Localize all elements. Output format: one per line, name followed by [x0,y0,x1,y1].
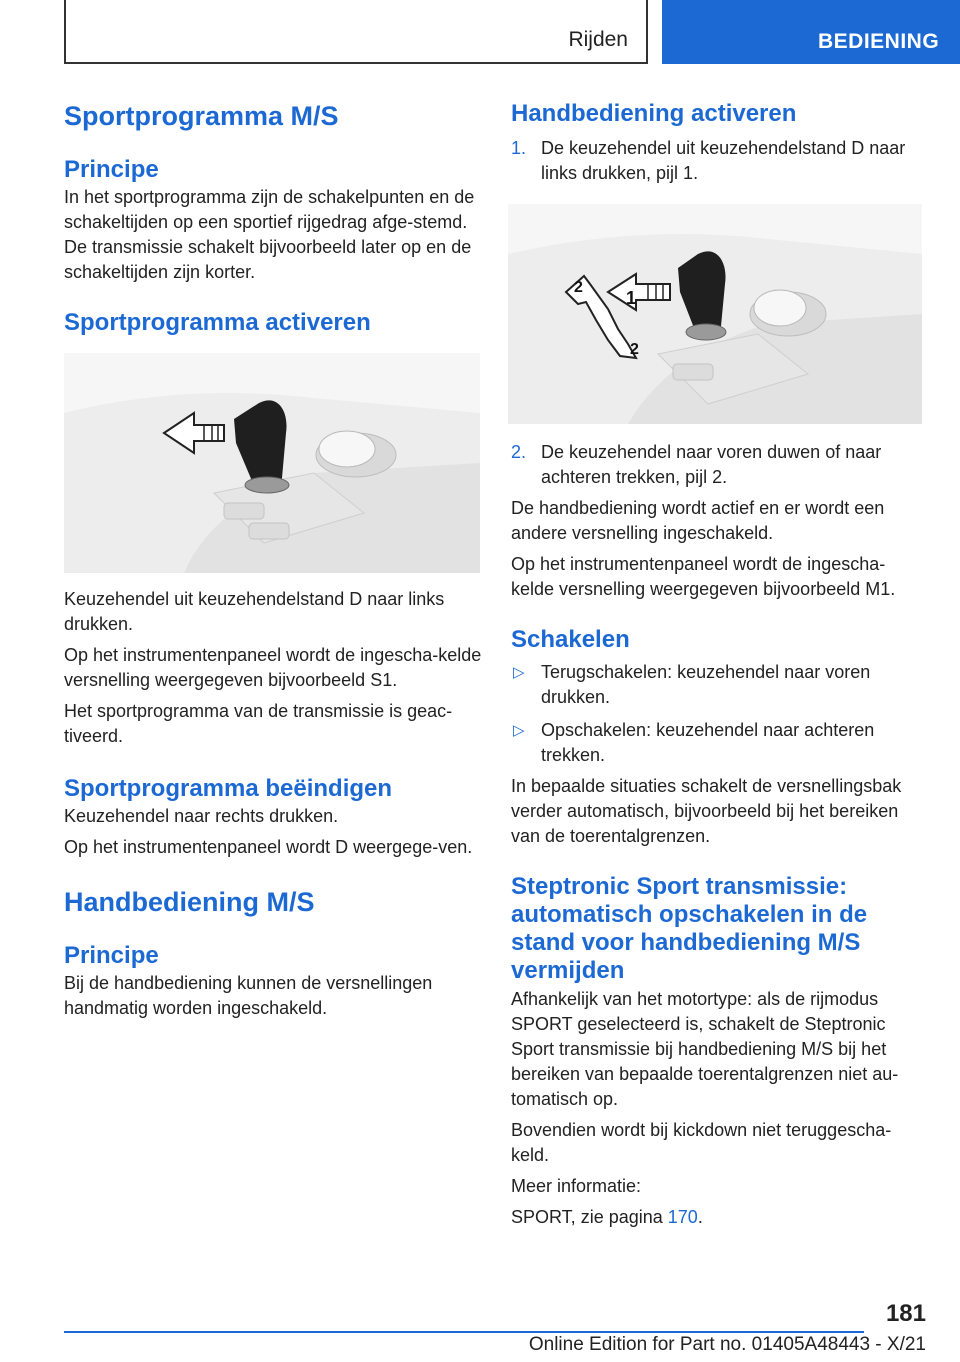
page-number: 181 [885,1300,926,1327]
header-section-title: Rijden [568,28,628,51]
footer-edition-text: Online Edition for Part no. 01405A48443 - X/21 [528,1334,926,1355]
paragraph-steptronic-3: Meer informatie: [511,1176,642,1196]
bullet-text-2: Opschakelen: keuzehendel naar achteren trekken. [541,720,875,765]
heading-sport-beeindigen: Sportprogramma beëindigen [64,775,393,802]
steps-list-2 [511,440,925,490]
triangle-bullet-icon: ▷ [513,722,525,739]
figure-label-1: 1 [626,288,637,308]
step-number-2: 2. [511,442,527,462]
paragraph-steptronic-4 [511,1205,925,1230]
paragraph-schakelen: In bepaalde situaties schakelt de versnellingsbak verder automatisch, bijvoorbeeld bij het bereiken van de toerentalgrenzen. [511,776,902,846]
step-text-2: De keuzehendel naar voren duwen of naar achteren trekken, pijl 2. [541,442,882,487]
paragraph-hand-1: De handbediening wordt actief en er wordt een andere versnelling ingeschakeld. [511,498,885,543]
right-column [511,100,925,1230]
bullet-item-2 [511,718,925,768]
left-column [64,100,482,1021]
paragraph-principe-2: Bij de handbediening kunnen de versnellingen handmatig worden ingeschakeld. [64,973,433,1018]
heading-sport-activeren: Sportprogramma activeren [64,309,371,336]
paragraph-steptronic-2: Bovendien wordt bij kickdown niet teruggescha-keld. [511,1120,892,1165]
heading-steptronic: Steptronic Sport transmissie: automatisch opschakelen in de stand voor handbediening M/S vermijden [511,873,868,984]
heading-handbediening: Handbediening M/S [64,887,315,917]
paragraph-hand-2: Op het instrumentenpaneel wordt de ingescha-kelde versnelling weergegeven bijvoorbeeld M1. [511,554,896,599]
paragraph-principe-1: In het sportprogramma zijn de schakelpunten en de schakeltijden op een sportief rijgedrag afge-stemd. De transmissie schakelt bijvoorbeeld later op en de schakeltijden zijn korter. [64,187,475,282]
header-chapter-tab[interactable]: BEDIENING [662,0,960,64]
triangle-bullet-icon: ▷ [513,664,525,681]
gear-selector-figure-manual [508,204,922,424]
heading-principe-2: Principe [64,942,159,969]
heading-schakelen: Schakelen [511,626,630,653]
paragraph-activeren-1: Keuzehendel uit keuzehendelstand D naar links drukken. [64,589,445,634]
page-reference-link[interactable]: 170 [667,1207,698,1227]
step-text-1: De keuzehendel uit keuzehendelstand D naar links drukken, pijl 1. [541,138,906,183]
footer-divider [64,1331,864,1333]
paragraph-activeren-2: Op het instrumentenpaneel wordt de ingescha-kelde versnelling weergegeven bijvoorbeeld S1. [64,645,482,690]
figure-label-2-bottom: 2 [630,341,639,358]
step-item-1 [511,136,925,186]
heading-sportprogramma: Sportprogramma M/S [64,101,339,131]
heading-handbediening-activeren: Handbediening activeren [511,100,797,127]
heading-principe-1: Principe [64,156,159,183]
bullet-item-1 [511,660,925,710]
figure-label-2-top: 2 [574,279,583,296]
step-item-2 [511,440,925,490]
step-number-1: 1. [511,138,527,158]
schakelen-list [511,660,925,768]
reference-prefix: SPORT, zie pagina [511,1207,668,1227]
paragraph-steptronic-1: Afhankelijk van het motortype: als de rijmodus SPORT geselecteerd is, schakelt de Steptronic Sport transmissie bij handbediening M/S bij het bereiken van bepaalde toerentalgrenzen niet au-tomatisch op. [511,989,899,1109]
paragraph-beeindigen-1: Keuzehendel naar rechts drukken. [64,806,339,826]
bullet-text-1: Terugschakelen: keuzehendel naar voren drukken. [541,662,871,707]
reference-suffix: . [697,1207,703,1227]
header-section-box [64,0,648,64]
gear-selector-figure-sport [64,353,480,573]
paragraph-activeren-3: Het sportprogramma van de transmissie is geac-tiveerd. [64,701,453,746]
paragraph-beeindigen-2: Op het instrumentenpaneel wordt D weergege-ven. [64,837,473,857]
steps-list-1 [511,136,925,186]
